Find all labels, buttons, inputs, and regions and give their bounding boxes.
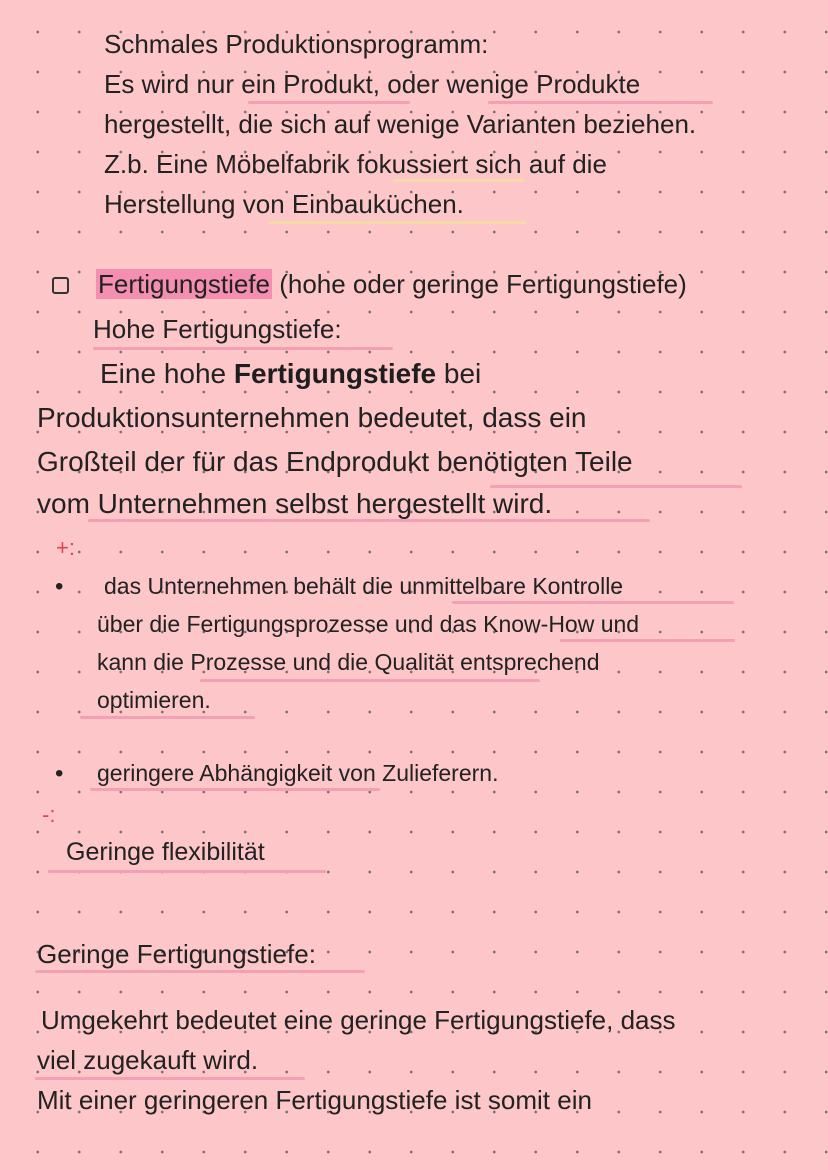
underline — [452, 601, 734, 604]
section1-line-3: Z.b. Eine Möbelfabrik fokussiert sich auf die — [104, 149, 607, 179]
underline — [93, 347, 393, 350]
underline — [200, 679, 540, 682]
definition-line-1 — [100, 357, 481, 391]
underline — [80, 716, 255, 719]
underline — [35, 1077, 305, 1080]
plus-label: +: — [56, 535, 75, 560]
definition-line-4: vom Unternehmen selbst hergestellt wird. — [37, 488, 553, 519]
bullet-icon: • — [55, 573, 64, 600]
bullet-icon: • — [55, 760, 64, 787]
section1-line-2: hergestellt, die sich auf wenige Varianten beziehen. — [104, 109, 697, 139]
underline — [248, 101, 410, 104]
section1-heading: Schmales Produktionsprogramm: — [104, 29, 489, 59]
pro-line-5: geringere Abhängigkeit von Zulieferern. — [97, 760, 499, 786]
pro-line-4: optimieren. — [97, 687, 211, 713]
underline — [35, 970, 365, 973]
section3-line-2: viel zugekauft wird. — [37, 1045, 259, 1075]
underline — [48, 870, 326, 873]
section1-line-4: Herstellung von Einbauküchen. — [104, 189, 464, 219]
def-bold: Fertigungstiefe — [233, 358, 437, 389]
high-heading: Hohe Fertigungstiefe: — [93, 314, 342, 344]
pro-line-1: das Unternehmen behält die unmittelbare Kontrolle — [104, 573, 624, 599]
section3-heading: Geringe Fertigungstiefe: — [37, 939, 316, 969]
definition-line-3: Großteil der für das Endprodukt benötigten Teile — [37, 446, 633, 477]
underline — [393, 179, 525, 182]
pro-line-3: kann die Prozesse und die Qualität entsprechend — [97, 649, 600, 675]
section3-line-1: Umgekehrt bedeutet eine geringe Fertigungstiefe, dass — [41, 1005, 676, 1035]
term-rest: (hohe oder geringe Fertigungstiefe) — [271, 269, 687, 299]
underline — [560, 639, 735, 642]
pro-line-2: über die Fertigungsprozesse und das Know-How und — [97, 611, 640, 637]
underline — [490, 485, 742, 488]
term-line — [96, 269, 687, 300]
minus-label: -: — [42, 802, 56, 827]
def-post: bei — [436, 358, 482, 389]
section3-line-3: Mit einer geringeren Fertigungstiefe ist somit ein — [37, 1085, 592, 1115]
underline — [90, 788, 380, 791]
underline — [88, 519, 650, 522]
section1-line-1: Es wird nur ein Produkt, oder wenige Produkte — [104, 69, 641, 99]
con-line: Geringe flexibilität — [66, 838, 265, 866]
highlighted-term: Fertigungstiefe — [98, 269, 270, 299]
def-pre: Eine hohe — [100, 358, 234, 389]
underline — [488, 101, 713, 104]
underline — [268, 221, 526, 224]
checkbox[interactable] — [52, 277, 69, 294]
definition-line-2: Produktionsunternehmen bedeutet, dass ein — [37, 402, 587, 433]
